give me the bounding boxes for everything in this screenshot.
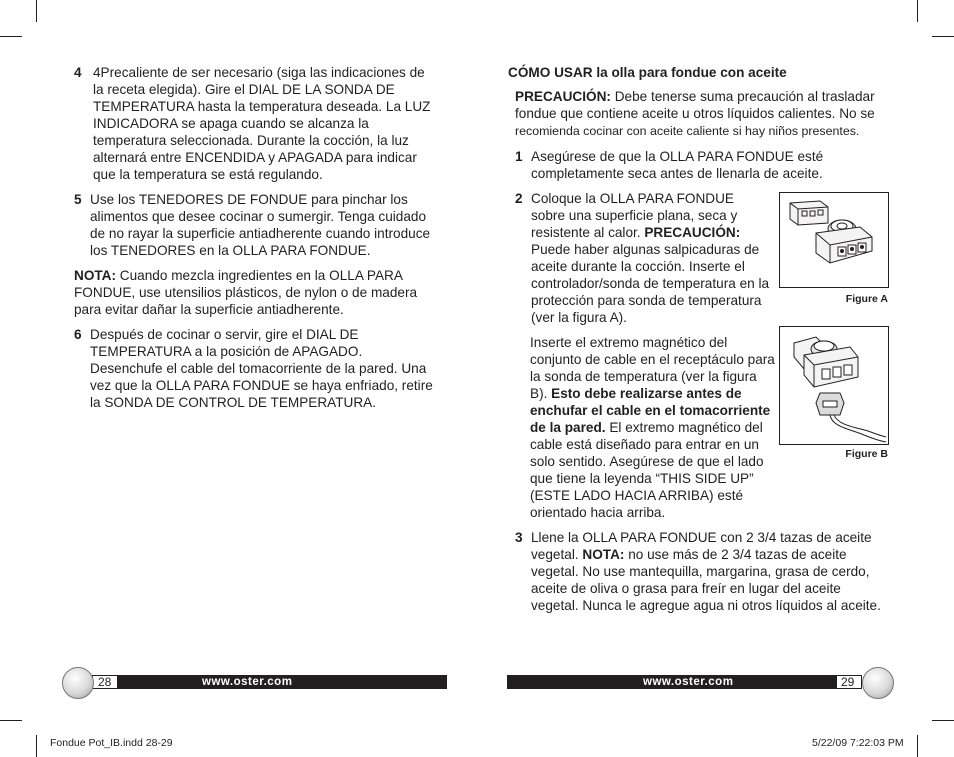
step-number: 6 xyxy=(74,327,82,342)
caution-label: PRECAUCIÓN: xyxy=(515,89,611,104)
slug-timestamp: 5/22/09 7:22:03 PM xyxy=(812,737,904,749)
slug-file-name: Fondue Pot_IB.indd 28-29 xyxy=(50,737,173,749)
step-text: Inserte el extremo magnético del conjunto de cable en el receptáculo para la sonda de temperatura (ver la figura B). xyxy=(530,335,775,401)
emphasis-text: Esto debe realizarse antes de enchufar el cable en el tomacorriente de la pared. xyxy=(530,386,771,435)
figure-a-caption: Figure A xyxy=(845,293,888,305)
caution-paragraph xyxy=(508,88,890,140)
note-label: NOTA: xyxy=(582,547,625,562)
step-text: Llene la OLLA PARA FONDUE con 2 3/4 tazas de aceite vegetal. xyxy=(531,530,872,562)
note-label: NOTA: xyxy=(74,268,117,283)
step-text: no use más de 2 3/4 tazas de aceite vegetal. No use mantequilla, margarina, grasa de cerdo, aceite de oliva o grasa para freír en lugar del aceite vegetal. Nunca le agregue agua ni otros líquidos al aceite. xyxy=(531,547,881,613)
step-3 xyxy=(508,529,890,614)
step-number: 5 xyxy=(74,192,82,207)
step-6 xyxy=(74,326,438,411)
page-number: 29 xyxy=(841,675,855,689)
note-text: Cuando mezcla ingredientes en la OLLA PARA FONDUE, use utensilios plásticos, de nylon o de madera para evitar dañar la superficie antiadherente. xyxy=(74,268,418,317)
step-5 xyxy=(74,191,438,259)
step-number: 4 xyxy=(74,65,82,80)
footer-url: www.oster.com xyxy=(202,676,293,688)
step-number: 3 xyxy=(515,530,523,545)
magnifier-badge-icon xyxy=(62,667,94,699)
footer-url: www.oster.com xyxy=(643,676,734,688)
left-page-column xyxy=(74,64,438,419)
magnifier-badge-icon xyxy=(862,667,894,699)
crop-mark xyxy=(36,0,37,22)
step-4 xyxy=(74,64,438,183)
figure-b-caption: Figure B xyxy=(845,448,888,460)
temperature-probe-guard-illustration xyxy=(780,193,888,287)
step-2 xyxy=(508,190,771,326)
crop-mark xyxy=(917,0,918,22)
crop-mark xyxy=(917,735,918,757)
step-number: 2 xyxy=(515,191,523,206)
step-text: Después de cocinar o servir, gire el DIAL DE TEMPERATURA a la posición de APAGADO. Desenchufe el cable del tomacorriente de la pared. Una vez que la OLLA PARA FONDUE se haya enfriado, retire la SONDA DE CONTROL DE TEMPERATURA. xyxy=(90,327,433,410)
crop-mark xyxy=(36,735,37,757)
step-2-continued xyxy=(508,334,776,521)
step-text: El extremo magnético del cable está diseñado para entrar en un solo sentido. Asegúrese de que el lado que tiene la leyenda “THIS SIDE UP” (ESTE LADO HACIA ARRIBA) esté orientado hacia arriba. xyxy=(530,420,764,520)
crop-mark xyxy=(932,36,954,37)
step-1 xyxy=(508,148,890,182)
right-footer-bar xyxy=(507,675,862,689)
step-text: 4Precaliente de ser necesario (siga las indicaciones de la receta elegida). Gire el DIAL DE LA SONDA DE TEMPERATURA hasta la temperatura deseada. La LUZ INDICADORA se apaga cuando se alcanza la temperatura seleccionada. Durante la cocción, la luz alternará entre ENCENDIDA y APAGADA para indicar que la temperatura se está regulando. xyxy=(93,65,431,182)
magnetic-cord-connector-illustration xyxy=(780,327,888,444)
step-text: Puede haber algunas salpicaduras de aceite durante la cocción. Inserte el controlador/sonda de temperatura en la protección para sonda de temperatura (ver la figura A). xyxy=(531,242,770,325)
caution-text-small: recomienda cocinar con aceite caliente si hay niños presentes. xyxy=(515,124,860,138)
crop-mark xyxy=(932,720,954,721)
note-paragraph xyxy=(74,267,438,318)
crop-mark xyxy=(0,720,22,721)
step-text: Asegúrese de que la OLLA PARA FONDUE esté completamente seca antes de llenarla de aceite. xyxy=(531,149,824,181)
caution-text: Debe tenerse suma precaución al trasladar fondue que contiene aceite u otros líquidos calientes. No se xyxy=(515,89,875,121)
section-heading: CÓMO USAR la olla para fondue con aceite xyxy=(508,65,787,80)
crop-mark xyxy=(0,36,22,37)
figure-b xyxy=(779,326,889,445)
caution-label: PRECAUCIÓN: xyxy=(644,225,741,240)
step-text: Coloque la OLLA PARA FONDUE sobre una superficie plana, seca y resistente al calor. xyxy=(531,191,738,240)
left-footer-bar xyxy=(92,675,447,689)
figure-a xyxy=(779,192,889,288)
step-number: 1 xyxy=(515,149,523,164)
page-number: 28 xyxy=(98,675,112,689)
step-text: Use los TENEDORES DE FONDUE para pinchar los alimentos que desee cocinar o sumergir. Tenga cuidado de no rayar la superficie antiadherente cuando introduce los TENEDORES en la OLLA PARA FONDUE. xyxy=(90,192,431,258)
